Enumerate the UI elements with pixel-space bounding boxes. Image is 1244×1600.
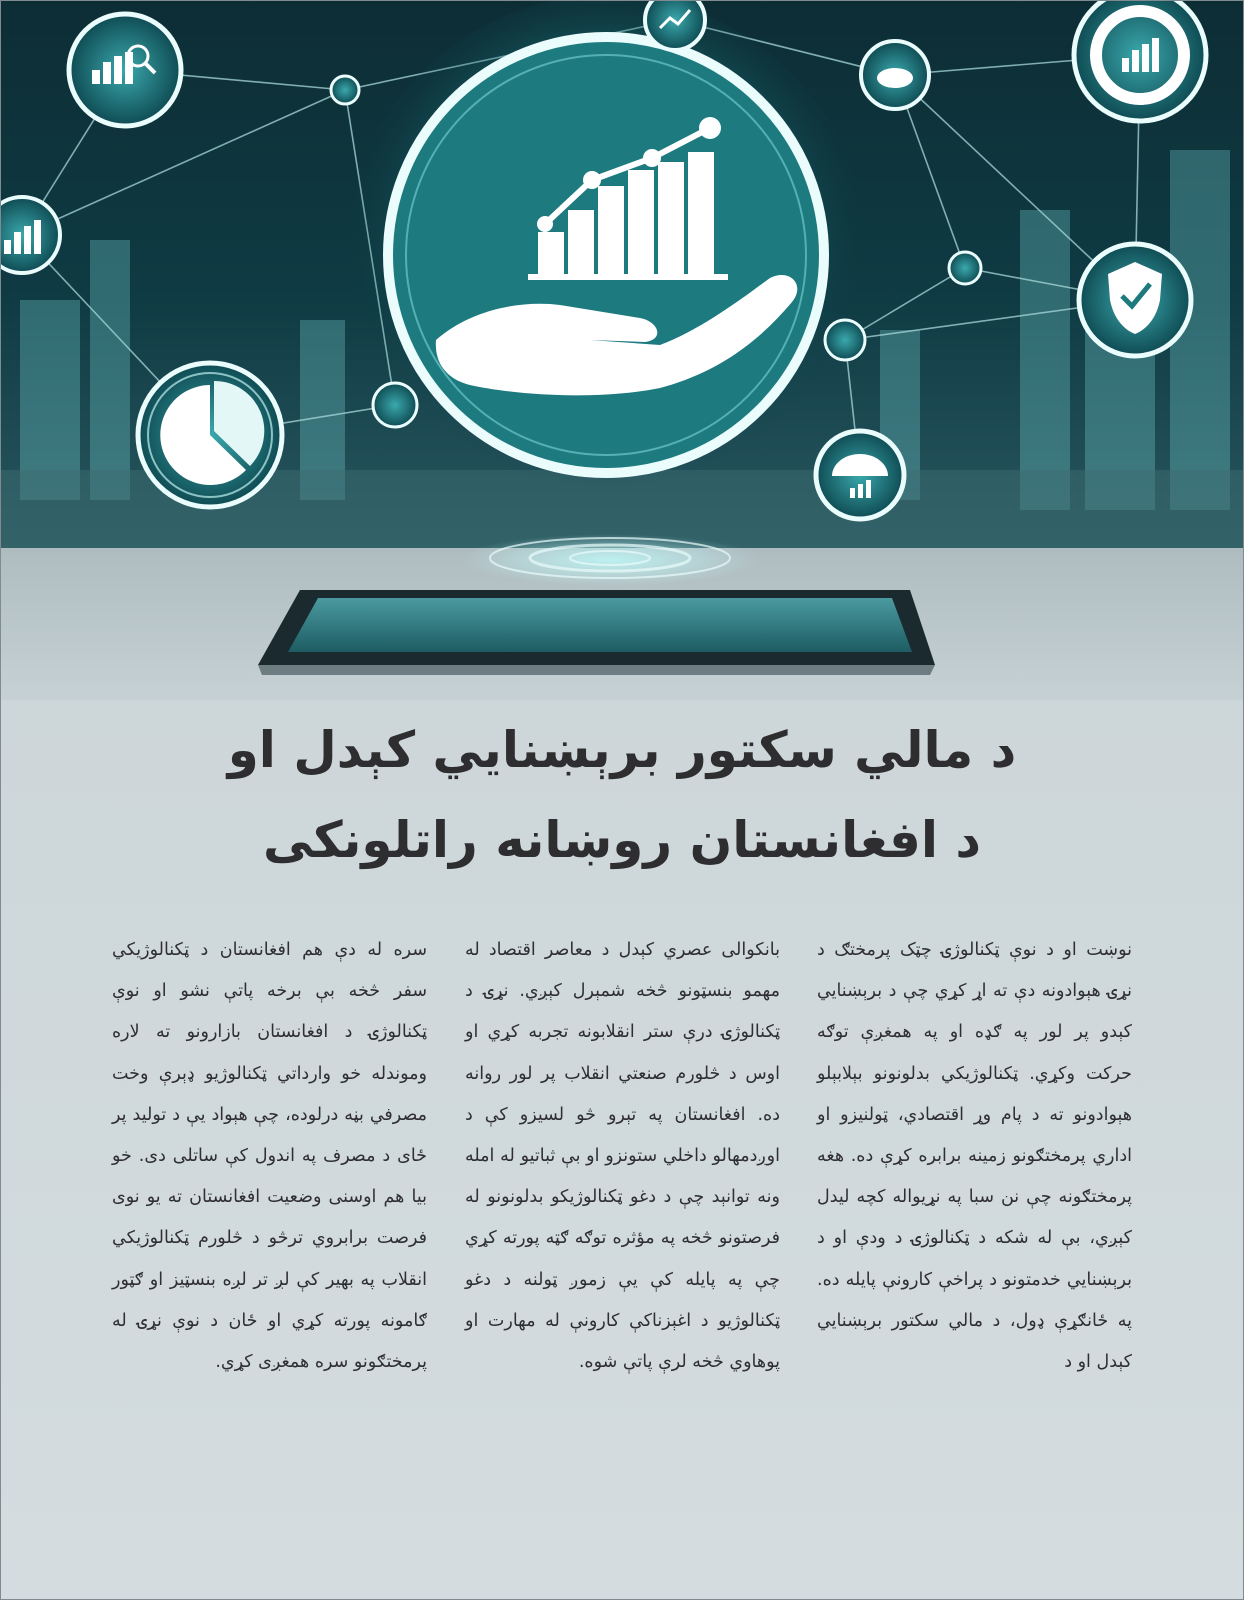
pie-icon	[861, 41, 929, 109]
article-body	[112, 930, 1132, 1430]
article-title-line-2: د افغانستان روښانه راتلونکی	[262, 811, 982, 869]
article-title-line-1: د مالي سکتور برېښنايي کېدل او	[227, 721, 1017, 779]
line-chart-icon	[645, 0, 705, 50]
shield-handshake-icon	[1079, 244, 1191, 356]
pie-chart-icon	[138, 363, 282, 507]
article-title	[80, 705, 1164, 885]
article-column-2: بانکوالی عصري کېدل د معاصر اقتصاد له مهمو بنسټونو څخه شمېرل کېږي. نړۍ د ټکنالوژۍ درې ستر انقلابونه تجربه کړي او اوس د څلورم صنعتي انقلاب پر لور روانه ده. افغانستان په تېرو څو لسيزو کې د اوږدمهالو داخلي ستونزو او بې ثباتيو له امله ونه توانېد چې د دغو ټکنالوژيکو بدلونونو له فرصتونو څخه په مؤثره توګه ګټه پورته کړي چې په پايله کې يې زموږ ټولنه د دغو ټکنالوژيو د اغېزناکې کارونې له مهارت او پوهاوي څخه لرې پاتې شوه.	[465, 940, 780, 1373]
umbrella-chart-icon	[816, 431, 904, 519]
article-column-1: نوښت او د نوې ټکنالوژۍ چټک پرمختګ د نړۍ هېوادونه دې ته اړ کړي چې د برېښنايي کېدو پر لور په ګډه او په همغږې توګه حرکت وکړي. ټکنالوژيکي بدلونونو بېلابېلو هېوادونو ته د پام وړ اقتصادي، ټولنيزو او اداري پرمختګونو زمينه برابره کړې ده. هغه پرمختګونه چې نن سبا په نړيواله کچه ليدل کېږي، بې له شکه د ټکنالوژۍ د ودې او د برېښنايي خدمتونو د پراخې کارونې پايله ده. په ځانګړې ډول، د مالي سکتور برېښنايي کېدل او د	[817, 940, 1132, 1373]
bar-chart-icon	[0, 197, 60, 273]
donut-chart-icon	[1074, 0, 1206, 121]
hero-image	[0, 0, 1244, 700]
bar-chart-magnifier-icon	[69, 14, 181, 126]
article-column-3: سره له دې هم افغانستان د ټکنالوژيکي سفر څخه بې برخه پاتې نشو او نوې ټکنالوژۍ د افغانستان بازارونو ته لاره وموندله خو وارداتي ټکنالوژيو ډېرې وخت مصرفي بڼه درلوده، چې هېواد يې د توليد پر ځای د مصرف په اندول کې ساتلی دی. خو بيا هم اوسنی وضعيت افغانستان ته يو نوی فرصت برابروي ترڅو د څلورم ټکنالوژيکي انقلاب په بهير کې لږ تر لږه بنسټيز او ګټور ګامونه پورته کړي او ځان د نوې نړۍ له پرمختګونو سره همغږی کړي.	[112, 940, 427, 1373]
tablet-icon	[258, 590, 935, 675]
